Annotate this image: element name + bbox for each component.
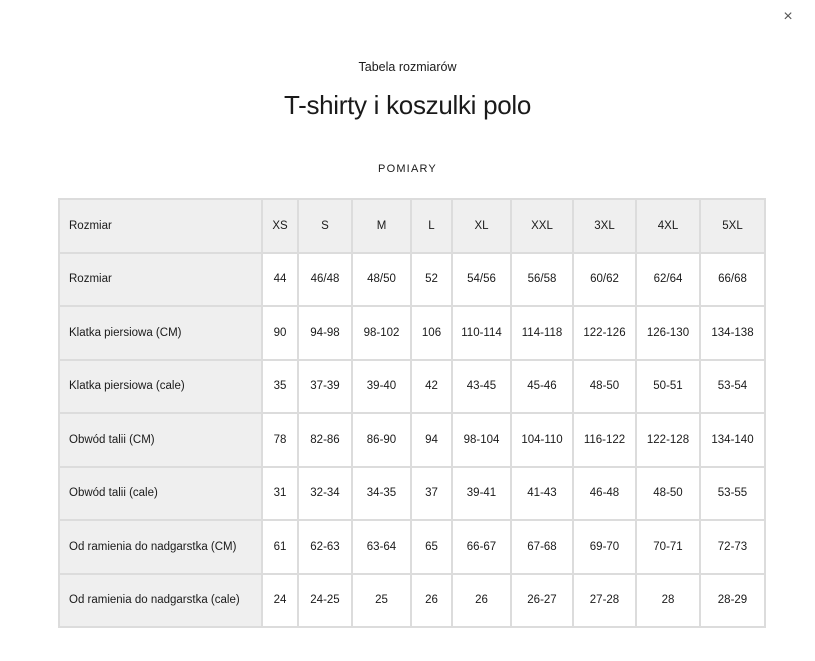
table-cell: 122-126 — [573, 306, 636, 360]
table-header-size: 3XL — [573, 199, 636, 253]
table-cell: 69-70 — [573, 520, 636, 574]
table-cell: 32-34 — [298, 467, 352, 521]
table-cell: 104-110 — [511, 413, 573, 467]
table-cell: 94-98 — [298, 306, 352, 360]
table-cell: 44 — [262, 253, 298, 307]
table-cell: 28 — [636, 574, 700, 628]
table-header-size: XL — [452, 199, 511, 253]
table-cell: 48/50 — [352, 253, 411, 307]
section-label-measurements: POMIARY — [378, 163, 437, 175]
table-cell: 63-64 — [352, 520, 411, 574]
table-row — [59, 413, 765, 467]
table-cell: 62/64 — [636, 253, 700, 307]
table-cell: 66/68 — [700, 253, 765, 307]
table-cell: 94 — [411, 413, 452, 467]
row-label: Od ramienia do nadgarstka (cale) — [59, 574, 262, 628]
table-cell: 66-67 — [452, 520, 511, 574]
table-cell: 56/58 — [511, 253, 573, 307]
table-cell: 25 — [352, 574, 411, 628]
size-table — [58, 198, 766, 628]
table-cell: 53-55 — [700, 467, 765, 521]
table-cell: 24-25 — [298, 574, 352, 628]
table-cell: 82-86 — [298, 413, 352, 467]
table-row — [59, 360, 765, 414]
table-cell: 106 — [411, 306, 452, 360]
table-cell: 50-51 — [636, 360, 700, 414]
table-header-size: M — [352, 199, 411, 253]
table-row — [59, 520, 765, 574]
table-cell: 37 — [411, 467, 452, 521]
table-cell: 134-138 — [700, 306, 765, 360]
table-cell: 26 — [411, 574, 452, 628]
row-label: Rozmiar — [59, 253, 262, 307]
table-cell: 53-54 — [700, 360, 765, 414]
table-cell: 126-130 — [636, 306, 700, 360]
table-cell: 110-114 — [452, 306, 511, 360]
table-cell: 45-46 — [511, 360, 573, 414]
table-cell: 42 — [411, 360, 452, 414]
table-cell: 26-27 — [511, 574, 573, 628]
table-cell: 48-50 — [636, 467, 700, 521]
row-label: Obwód talii (CM) — [59, 413, 262, 467]
table-cell: 86-90 — [352, 413, 411, 467]
table-cell: 67-68 — [511, 520, 573, 574]
table-cell: 52 — [411, 253, 452, 307]
table-cell: 39-40 — [352, 360, 411, 414]
table-cell: 31 — [262, 467, 298, 521]
table-cell: 39-41 — [452, 467, 511, 521]
table-row — [59, 306, 765, 360]
row-label: Klatka piersiowa (cale) — [59, 360, 262, 414]
table-header-size: S — [298, 199, 352, 253]
table-cell: 46/48 — [298, 253, 352, 307]
row-label: Obwód talii (cale) — [59, 467, 262, 521]
table-cell: 41-43 — [511, 467, 573, 521]
table-header-label: Rozmiar — [59, 199, 262, 253]
table-cell: 54/56 — [452, 253, 511, 307]
table-cell: 35 — [262, 360, 298, 414]
table-cell: 28-29 — [700, 574, 765, 628]
table-cell: 70-71 — [636, 520, 700, 574]
table-cell: 72-73 — [700, 520, 765, 574]
table-cell: 37-39 — [298, 360, 352, 414]
table-cell: 48-50 — [573, 360, 636, 414]
table-header-size: L — [411, 199, 452, 253]
table-cell: 26 — [452, 574, 511, 628]
table-header-size: 4XL — [636, 199, 700, 253]
table-cell: 114-118 — [511, 306, 573, 360]
table-cell: 65 — [411, 520, 452, 574]
table-cell: 43-45 — [452, 360, 511, 414]
table-cell: 98-104 — [452, 413, 511, 467]
table-header-row — [59, 199, 765, 253]
table-cell: 78 — [262, 413, 298, 467]
row-label: Klatka piersiowa (CM) — [59, 306, 262, 360]
table-cell: 116-122 — [573, 413, 636, 467]
table-row — [59, 467, 765, 521]
table-header-size: 5XL — [700, 199, 765, 253]
table-cell: 46-48 — [573, 467, 636, 521]
table-row — [59, 574, 765, 628]
table-cell: 27-28 — [573, 574, 636, 628]
close-icon[interactable]: × — [783, 8, 793, 25]
table-cell: 34-35 — [352, 467, 411, 521]
table-cell: 62-63 — [298, 520, 352, 574]
table-cell: 60/62 — [573, 253, 636, 307]
table-cell: 90 — [262, 306, 298, 360]
size-table-container — [58, 198, 764, 628]
table-cell: 122-128 — [636, 413, 700, 467]
table-cell: 98-102 — [352, 306, 411, 360]
row-label: Od ramienia do nadgarstka (CM) — [59, 520, 262, 574]
table-cell: 61 — [262, 520, 298, 574]
table-header-size: XS — [262, 199, 298, 253]
page-title: T-shirty i koszulki polo — [283, 90, 532, 120]
table-cell: 134-140 — [700, 413, 765, 467]
table-cell: 24 — [262, 574, 298, 628]
table-row — [59, 253, 765, 307]
table-header-size: XXL — [511, 199, 573, 253]
modal-eyebrow: Tabela rozmiarów — [358, 60, 457, 74]
